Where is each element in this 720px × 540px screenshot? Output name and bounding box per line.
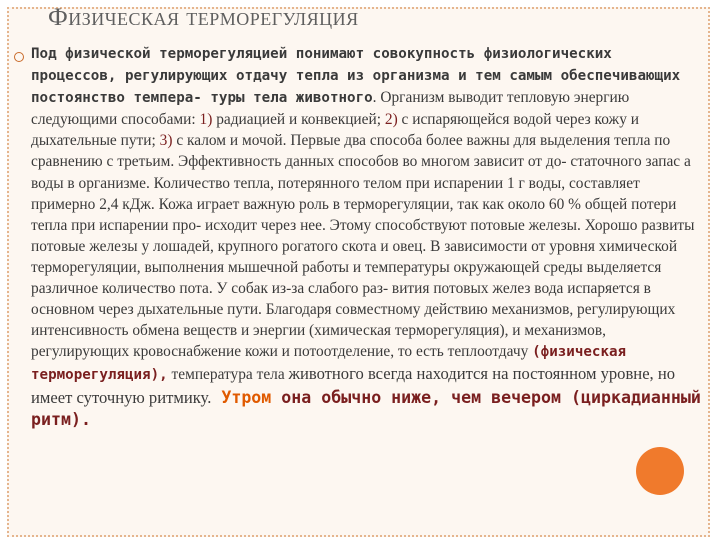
physical-thermoregulation-term: (физическая терморегуляция), <box>31 344 627 384</box>
list-number-2: 2) <box>384 111 398 129</box>
text-run: радиацией и конвекцией; <box>212 111 385 129</box>
text-run-large: животного всегда находится на постоянном уровне, но имеет суточную ритмику. <box>31 364 676 407</box>
orange-circle-icon <box>636 447 684 495</box>
text-run: температура тела <box>167 366 289 384</box>
list-number-3: 3) <box>159 132 173 150</box>
highlight-text: Утром <box>211 387 272 407</box>
definition-text: Под физической терморегуляцией понимают совокупность физиологических процессов, регулирующих отдачу тепла из организма и тем самым обеспечивающих постоянство темпера- туры тела животного <box>31 46 681 107</box>
text-run: с калом и мочой. Первые два способа более важны для выделения тепла по сравнению с третьим. Эффективность данных способов во многом зависит от до- статочного запас а воды в организме. Количество тепла, потерянного телом при испарении 1 г воды, составляет примерно 2,4 кДж. Кожа играет важную роль в терморегуляции, так как около 60 % общей потери тепла при испарении про- исходит через нее. Этому способствуют потовые железы. Хорошо развиты потовые железы у лошадей, крупного рогатого скота и овец. В зависимости от уровня химической терморегуляции, выполнения мышечной работы и температуры окружающей среды выделяется различное количество пота. У собак из-за слабого раз- вития потовых желез вода испаряется в основном через дыхательные пути. Благодаря совместному действию механизмов, регулирующих интенсивность обмена веществ и энергии (химическая терморегуляция), и механизмов, регулирующих кровоснабжение кожи и потоотделение, то есть теплоотдачу <box>31 132 695 361</box>
body-paragraph <box>31 43 703 431</box>
circle-bullet-icon <box>14 52 24 62</box>
slide-title: Физическая терморегуляция <box>48 4 359 31</box>
circadian-rhythm-text: она обычно ниже, чем вечером (циркадианный ритм). <box>31 387 701 429</box>
text-run: с испаряющейся водой через кожу и дыхательные пути; <box>31 111 639 150</box>
list-number-1: 1) <box>199 111 213 129</box>
text-run: . Организм выводит тепловую энергию следующими способами: <box>31 89 630 129</box>
